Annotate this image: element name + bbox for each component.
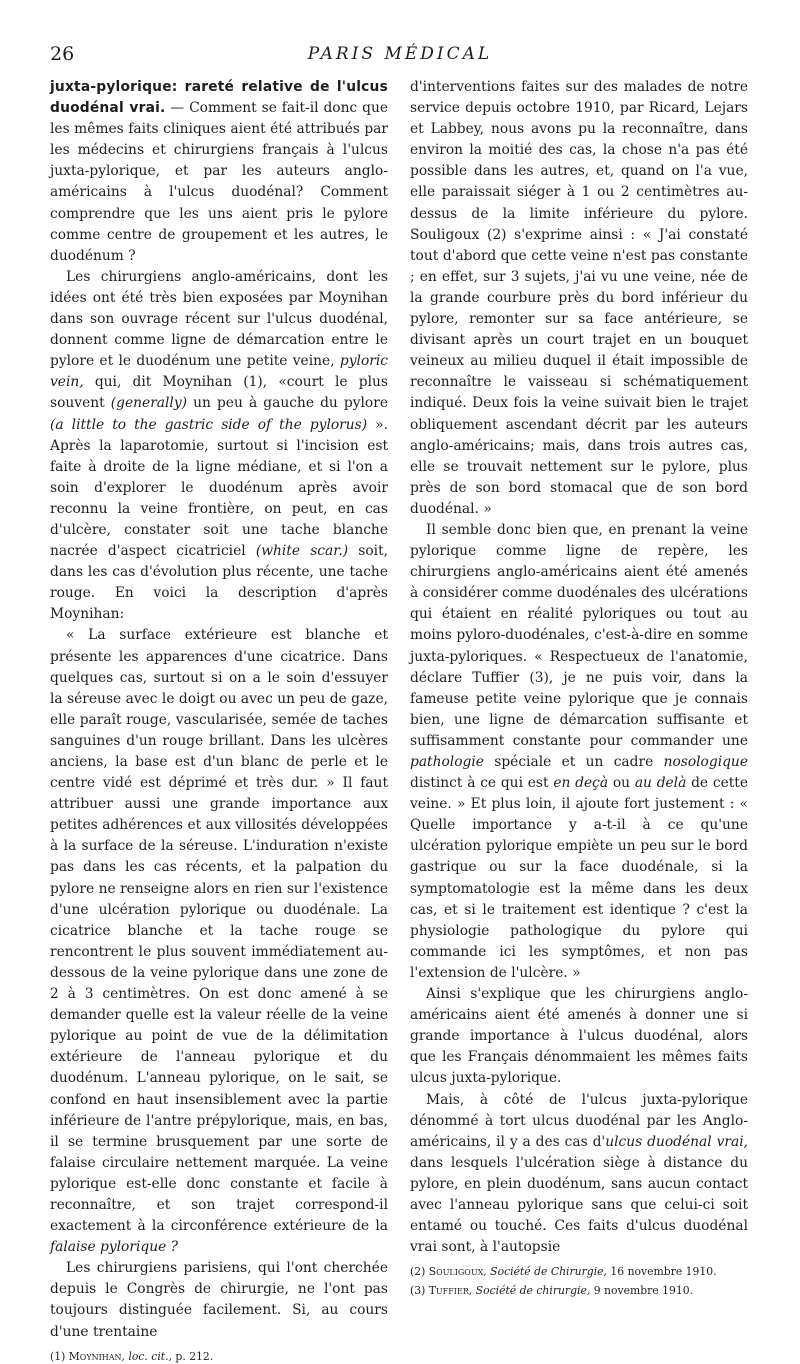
footnote-source: loc. cit., <box>124 1349 172 1363</box>
left-column <box>50 77 388 1364</box>
right-column <box>410 77 748 1298</box>
paragraph: Les chirurgiens parisiens, qui l'ont cherchée depuis le Congrès de chirurgie, ne l'ont pas toujours distinguée facilement. Si, au cours d'une trentaine <box>50 1260 388 1340</box>
text-run: Mais, à côté de l'ulcus juxta-pylorique dénommé à tort ulcus duodénal par les Anglo-américains, il y a des cas d' <box>410 1091 748 1150</box>
footnote-detail: p. 212. <box>171 1349 214 1363</box>
text-run: ou <box>608 775 635 792</box>
italic-term: en deçà <box>553 775 609 792</box>
text-run: dans lesquels l'ulcération siège à distance du pylore, en plein duodénum, sans aucun contact avec l'anneau pylorique sans que celui-ci soit entamé ou touché. Ces faits d'ulcus duodénal vrai sont, à l'autopsie <box>410 1154 748 1256</box>
text-run: un peu à gauche du pylore <box>187 395 388 412</box>
footnote-author: Moynihan, <box>68 1349 125 1363</box>
italic-term: ulcus duodénal vrai, <box>605 1133 748 1150</box>
footnote-detail: 9 novembre 1910. <box>590 1284 693 1298</box>
italic-term: au delà <box>634 775 687 792</box>
italic-term: falaise pylorique ? <box>50 1239 179 1256</box>
footnote-author: Tuffier, <box>428 1284 473 1298</box>
footnote <box>410 1264 748 1279</box>
paragraph <box>410 520 748 984</box>
paragraph-text: — Comment se fait-il donc que les mêmes faits cliniques aient été attribués par les médecins et chirurgiens français à l'ulcus juxta-pylorique, et par les auteurs anglo-américains à l'ulcus duodénal? Comment comprendre que les uns aient pris le pylore comme centre de groupement et les autres, le duodénum ? <box>50 100 388 264</box>
footnote <box>50 1349 388 1364</box>
italic-term: nosologique <box>663 754 748 770</box>
footnote-number: (2) <box>410 1265 429 1279</box>
footnote-source: Société de Chirurgie, <box>486 1265 607 1279</box>
paragraph <box>50 267 388 626</box>
text-run: Il semble donc bien que, en prenant la veine pylorique comme ligne de repère, les chirurgiens anglo-américains aient été amenés à considérer comme duodénales des ulcérations qui étaient en réalité pyloriques ou tout au moins pyloro-duodénales, c'est-à-dire en somme juxta-pyloriques. « Respectueux de l'anatomie, déclare Tuffier (3), je ne puis voir, dans la fameuse petite veine pylorique que je connais bien, une ligne de démarcation suffisante et suffisamment constante pour commander une <box>410 521 748 749</box>
italic-term: (white scar.) <box>255 543 349 560</box>
footnote-number: (1) <box>50 1349 69 1363</box>
italic-term: (a little to the gastric side of the pylorus) <box>50 416 368 433</box>
footnote-author: Souligoux, <box>428 1265 487 1279</box>
paragraph <box>50 77 388 267</box>
text-run: soit, dans les cas d'évolution plus récente, une tache rouge. En voici la description d'après Moynihan: <box>50 543 389 623</box>
text-run: ». Après la laparotomie, surtout si l'incision est faite à droite de la ligne médiane, et si l'on a soin d'explorer le duodénum après avoir reconnu la veine frontière, on peut, en cas d'ulcère, constater soit une tache blanche nacrée d'aspect cicatriciel <box>50 416 388 560</box>
paragraph: Ainsi s'explique que les chirurgiens anglo-américains aient été amenés à donner une si grande importance à l'ulcus duodénal, alors que les Français dénommaient les mêmes faits ulcus juxta-pylorique. <box>410 986 748 1087</box>
text-run: distinct à ce qui est <box>410 775 554 792</box>
footnote-number: (3) <box>410 1284 429 1298</box>
paragraph: d'interventions faites sur des malades de notre service depuis octobre 1910, par Ricard, Lejars et Labbey, nous avons pu la reconnaître, dans environ la moitié des cas, la chose n'a pas été possible dans les autres, et, quand on l'a vue, elle paraissait siéger à 1 ou 2 centimètres au-dessus de la limite inférieure du pylore. Souligoux (2) s'exprime ainsi : « J'ai constaté tout d'abord que cette veine n'est pas constante ; en effet, sur 3 sujets, j'ai vu une veine, née de la grande courbure près du bord inférieur du pylore, remonter sur sa face antérieure, se divisant après un court trajet en un bouquet veineux au milieu duquel il était impossible de reconnaître le vaisseau si schématiquement indiqué. Deux fois la veine suivait bien le trajet obliquement ascendant décrit par les auteurs anglo-américains; mais, dans trois autres cas, elle se trouvait nettement sur le pylore, plus près de son bord stomacal que de son bord duodénal. » <box>410 79 748 517</box>
running-title: PARIS MÉDICAL <box>307 44 493 64</box>
text-run: Les chirurgiens anglo-américains, dont les idées ont été très bien exposées par Moynihan dans son ouvrage récent sur l'ulcus duodénal, donnent comme ligne de démarcation entre le pylore et le duodénum une petite veine, <box>50 268 388 370</box>
page-number: 26 <box>50 43 75 65</box>
italic-term: (generally) <box>110 395 188 412</box>
paragraph <box>410 1090 748 1259</box>
footnote-detail: 16 novembre 1910. <box>606 1265 717 1279</box>
italic-term: pathologie <box>410 754 484 770</box>
paragraph <box>50 625 388 1258</box>
footnote <box>410 1283 748 1298</box>
text-run: qui, dit Moynihan (1), «court le plus souvent <box>50 374 388 412</box>
text-run: « La surface extérieure est blanche et présente les apparences d'une cicatrice. Dans quelques cas, surtout si on a le soin d'essuyer la séreuse avec le doigt ou avec un peu de gaze, elle paraît rouge, vascularisée, semée de taches sanguines d'un rouge brillant. Dans les ulcères anciens, la base est d'un blanc de perle et le centre vidé est déprimé et très dur. » Il faut attribuer aussi une grande importance aux petites adhérences et aux villosités développées à la surface de la séreuse. L'induration n'existe pas dans les cas récents, et la palpation du pylore ne renseigne alors en rien sur l'existence d'une ulcération pylorique ou duodénale. La cicatrice blanche et la tache rouge se rencontrent le plus souvent immédiatement au-dessous de la veine pylorique dans une zone de 2 à 3 centimètres. On est donc amené à se demander quelle est la valeur réelle de la veine pylorique au point de vue de la délimitation extérieure de l'anneau pylorique et du duodénum. L'anneau pylorique, on le sait, se confond en haut insensiblement avec la partie inférieure de l'antre prépylorique, mais, en bas, il se termine brusquement par une sorte de falaise circulaire nettement marquée. La veine pylorique est-elle donc constante et facile à reconnaître, et son trajet correspond-il exactement à la circonférence extérieure de la <box>50 627 388 1235</box>
text-run: spéciale et un cadre <box>483 754 664 770</box>
text-run: de cette veine. » Et plus loin, il ajoute fort justement : « Quelle importance y a-t-il à ce qu'une ulcération pylorique empiète un peu sur le bord gastrique ou sur la face duodénale, si la symptomatologie est la même dans les deux cas, et si le traitement est identique ? c'est la physiologie pathologique du pylore qui commande ici les symptômes, et non pas l'extension de l'ulcère. » <box>410 775 749 981</box>
footnote-source: Société de chirurgie, <box>472 1284 591 1298</box>
italic-term: pyloric vein, <box>50 353 388 391</box>
section-heading: juxta-pylorique: rareté relative de l'ulcus duodénal vrai. <box>50 79 388 117</box>
